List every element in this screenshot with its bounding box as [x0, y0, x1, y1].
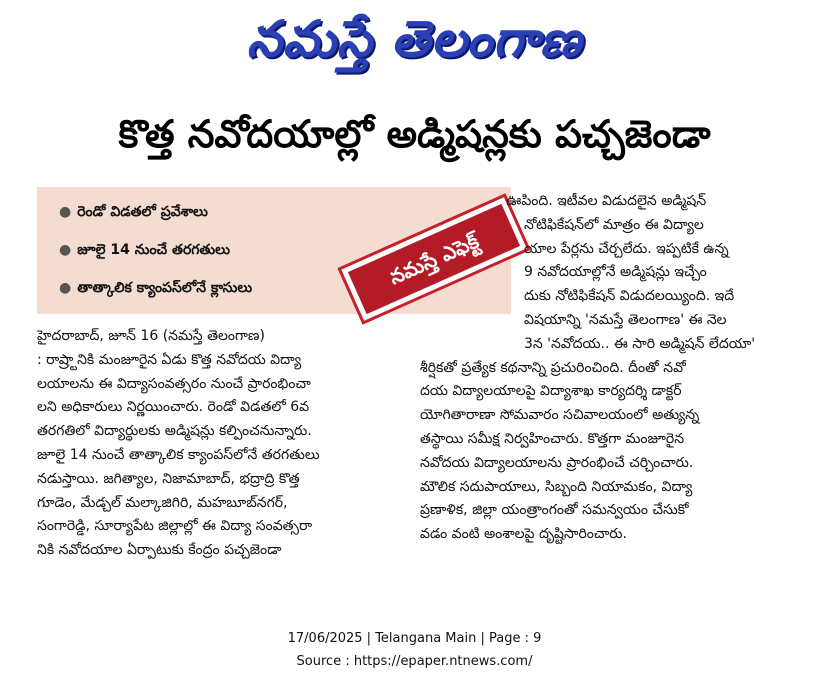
body-line: శీర్షికతో ప్రత్యేక కథనాన్ని ప్రచురించింది. దీంతో నవో — [420, 359, 686, 376]
body-line: ప్రణాళిక, జిల్లా యంత్రాంగంతో సమన్వయం చేసుకో — [420, 502, 689, 519]
body-line: సంగారెడ్డి, సూర్యాపేట జిల్లాల్లో ఈ విద్యా సంవత్సరా — [37, 518, 313, 535]
body-line: జూలై 14 నుంచే తాత్కాలిక క్యాంపస్‌లోనే తరగతులు — [37, 446, 320, 463]
body-line: నికి నవోదయాల ఏర్పాటుకు కేంద్రం పచ్చజెండా — [37, 542, 282, 559]
body-line: 9 నవోదయాల్లోనే అడ్మిషన్లు ఇచ్చేం — [524, 264, 707, 281]
highlight-text: జూలై 14 నుంచే తరగతులు — [77, 242, 230, 258]
body-line: దుకు నోటిఫికేషన్ విడుదలయ్యింది. ఇదే — [524, 288, 735, 305]
article-right-column — [420, 190, 792, 547]
body-line: లయాలను ఈ విద్యాసంవత్సరం నుంచే ప్రారంభించా — [37, 375, 311, 392]
bullet-icon: ● — [59, 280, 72, 296]
bullet-icon: ● — [59, 242, 72, 258]
highlight-text: రెండో విడతలో ప్రవేశాలు — [77, 204, 208, 220]
highlight-item — [59, 242, 230, 261]
body-line: ఊపింది. ఇటీవల విడుదలైన అడ్మిషన్ — [506, 193, 707, 209]
body-line: నడుస్తాయి. జగిత్యాల, నిజామాబాద్, భద్రాద్రి కొత్త — [37, 470, 300, 487]
stamp-label: నమస్తే ఎఫెక్ట్ — [348, 204, 520, 314]
body-line: గూడెం, మేడ్చల్ మల్కాజిగిరి, మహబూబ్‌నగర్, — [37, 494, 288, 511]
article-headline: కొత్త నవోదయాల్లో అడ్మిషన్లకు పచ్చజెండా — [118, 112, 711, 156]
body-line: తరగతిలో విద్యార్థులకు అడ్మిషన్లు కల్పించనున్నారు. — [37, 423, 312, 440]
highlight-item — [59, 204, 208, 223]
newspaper-masthead: నమస్తే తెలంగాణ — [246, 10, 583, 68]
highlight-item — [59, 280, 252, 299]
body-line: యోగితారాణా సోమవారం సచివాలయంలో అత్యున్న — [420, 407, 700, 424]
body-line: విషయాన్ని 'నమస్తే తెలంగాణ' ఈ నెల — [524, 311, 727, 328]
body-line: : రాష్ర్టానికి మంజూరైన ఏడు కొత్త నవోదయ విద్యా — [37, 351, 302, 368]
body-line: లని అధికారులు నిర్ణయించారు. రెండో విడతలో 6వ — [37, 399, 310, 416]
body-line: వడం వంటి అంశాలపై దృష్టిసారించారు. — [420, 526, 627, 543]
bullet-icon: ● — [59, 204, 72, 220]
body-line: యాల పేర్లను చేర్చలేదు. ఇప్పటికే ఉన్న — [524, 240, 729, 257]
footer-edition: 17/06/2025 | Telangana Main | Page : 9 — [287, 631, 542, 646]
body-line: మౌలిక సదుపాయాలు, సిబ్బంది నియామకం, విద్యా — [420, 478, 693, 495]
body-line: నోటిఫికేషన్‌లో మాత్రం ఈ విద్యాల — [524, 216, 704, 233]
highlight-text: తాత్కాలిక క్యాంపస్‌లోనే క్లాసులు — [77, 280, 253, 296]
body-line: తస్థాయి సమీక్ష నిర్వహించారు. కొత్తగా మంజూరైన — [420, 430, 685, 447]
footer-source: Source : https://epaper.ntnews.com/ — [296, 654, 533, 669]
dateline: హైదరాబాద్, జూన్ 16 (నమస్తే తెలంగాణ) — [37, 328, 265, 344]
body-line: దయ విద్యాలయాలపై విద్యాశాఖ కార్యదర్శి డాక్టర్ — [420, 383, 682, 400]
body-line: 3న 'నవోదయ.. ఈ సారి అడ్మిషన్ లేదయా' — [524, 335, 756, 352]
body-line: నవోదయ విద్యాలయాలను ప్రారంభించే చర్చించారు. — [420, 454, 694, 471]
